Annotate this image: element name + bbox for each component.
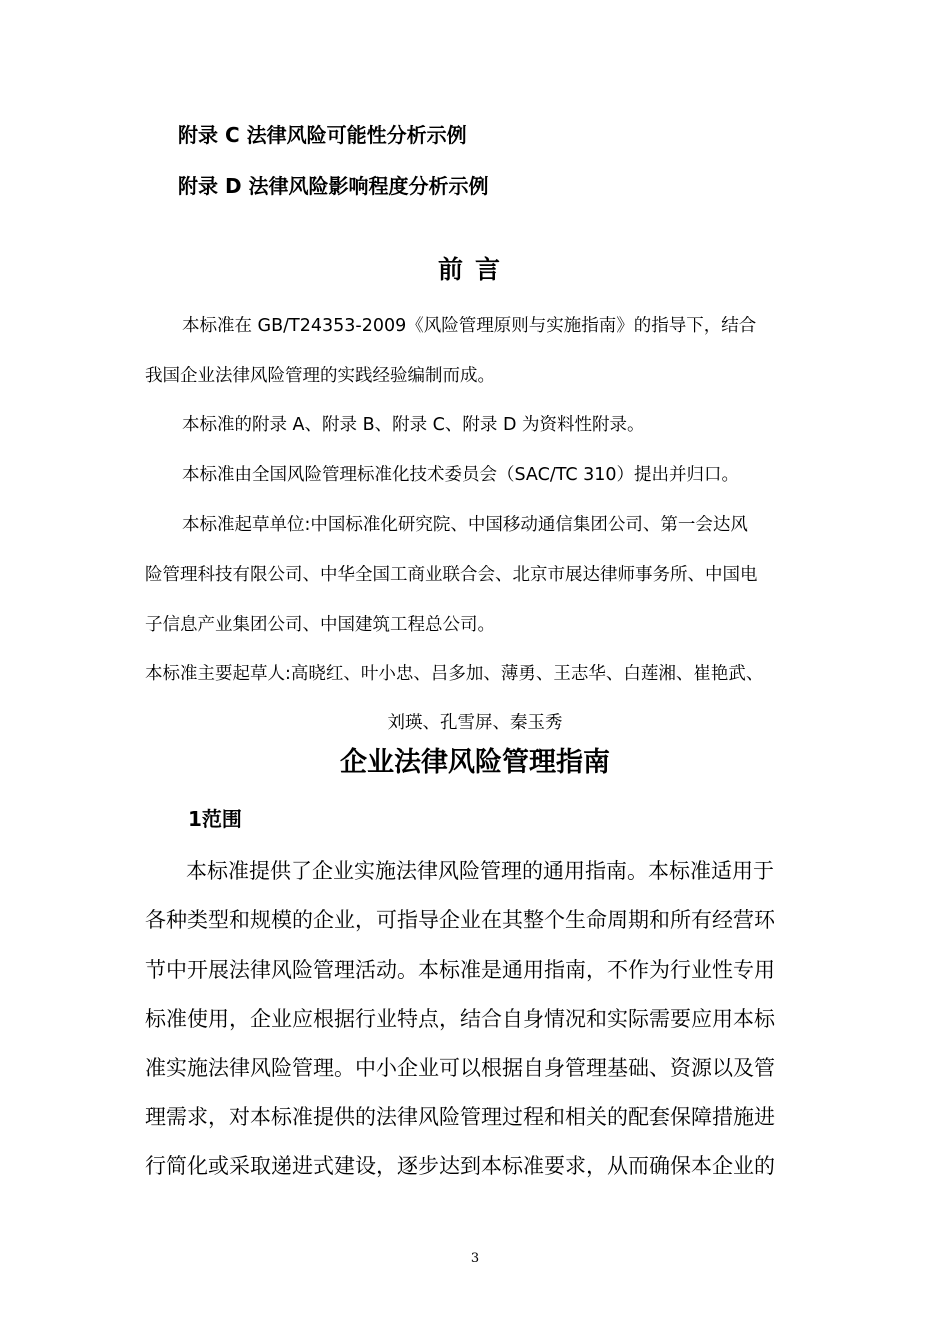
- section-1-line: 标准使用，企业应根据行业特点，结合自身情况和实际需要应用本标: [145, 1007, 775, 1031]
- section-1-line: 本标准提供了企业实施法律风险管理的通用指南。本标准适用于: [186, 859, 774, 883]
- preface-heading: 前言: [437, 255, 512, 284]
- section-1-line: 节中开展法律风险管理活动。本标准是通用指南，不作为行业性专用: [145, 958, 775, 982]
- page-number: 3: [470, 1251, 480, 1266]
- toc-appendix-d: 附录 D 法律风险影响程度分析示例: [178, 174, 489, 198]
- section-1-line: 理需求，对本标准提供的法律风险管理过程和相关的配套保障措施进: [145, 1105, 775, 1129]
- toc-appendix-c: 附录 C 法律风险可能性分析示例: [178, 123, 467, 147]
- preface-paragraph-1-line-2: 我国企业法律风险管理的实践经验编制而成。: [145, 366, 495, 386]
- section-1-title: 1范围: [188, 807, 242, 831]
- preface-paragraph-5-line-1: 本标准主要起草人:高晓红、叶小忠、吕多加、薄勇、王志华、白莲湘、崔艳武、: [145, 664, 764, 684]
- preface-paragraph-4-line-2: 险管理科技有限公司、中华全国工商业联合会、北京市展达律师事务所、中国电: [145, 565, 758, 585]
- preface-paragraph-4-line-1: 本标准起草单位:中国标准化研究院、中国移动通信集团公司、第一会达风: [182, 515, 748, 535]
- preface-paragraph-1-line-1: 本标准在 GB/T24353-2009《风险管理原则与实施指南》的指导下，结合: [182, 316, 757, 336]
- preface-paragraph-3: 本标准由全国风险管理标准化技术委员会（SAC/TC 310）提出并归口。: [182, 465, 740, 485]
- preface-paragraph-4-line-3: 子信息产业集团公司、中国建筑工程总公司。: [145, 615, 495, 635]
- preface-paragraph-2: 本标准的附录 A、附录 B、附录 C、附录 D 为资料性附录。: [182, 415, 645, 435]
- preface-paragraph-5-line-2: 刘瑛、孔雪屏、秦玉秀: [387, 713, 563, 733]
- section-1-line: 行简化或采取递进式建设，逐步达到本标准要求，从而确保本企业的: [145, 1154, 775, 1178]
- section-1-line: 各种类型和规模的企业，可指导企业在其整个生命周期和所有经营环: [145, 908, 775, 932]
- document-title: 企业法律风险管理指南: [340, 747, 610, 778]
- section-1-line: 准实施法律风险管理。中小企业可以根据自身管理基础、资源以及管: [145, 1056, 775, 1080]
